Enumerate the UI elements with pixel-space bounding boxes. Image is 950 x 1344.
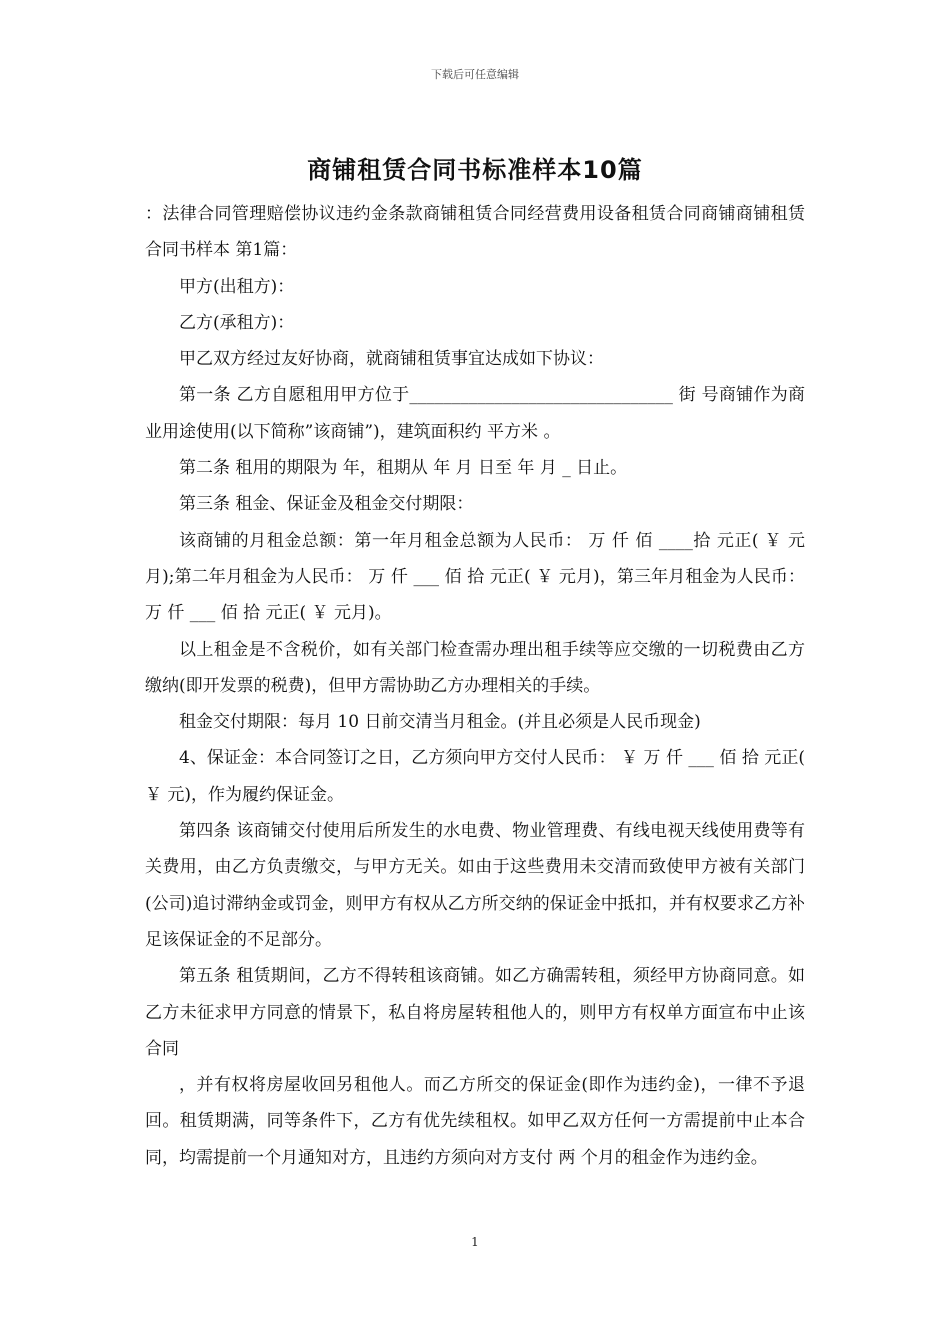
paragraph: 甲方(出租方)： [179, 276, 295, 297]
paragraph: 甲乙双方经过友好协商，就商铺租赁事宜达成如下协议： [179, 349, 604, 370]
paragraph: 乙方(承租方)： [179, 312, 295, 333]
paragraph: 第二条 租用的期限为 年，租期从 年 月 日至 年 月 _ 日止。 [179, 458, 628, 479]
paragraph: 第五条 租赁期间，乙方不得转租该商铺。如乙方确需转租，须经甲方协商同意。如乙方未征求甲方同意的情景下，私自将房屋转租他人的，则甲方有权单方面宣布中止该合同 [145, 966, 805, 1059]
document-title: 商铺租赁合同书标准样本10篇 [307, 156, 643, 184]
paragraph: ：法律合同管理赔偿协议违约金条款商铺租赁合同经营费用设备租赁合同商铺商铺租赁合同书样本 第1篇： [145, 204, 805, 261]
paragraph: 第四条 该商铺交付使用后所发生的水电费、物业管理费、有线电视天线使用费等有关费用，由乙方负责缴交，与甲方无关。如由于这些费用未交清而致使甲方被有关部门(公司)追讨滞纳金或罚金，则甲方有权从乙方所交纳的保证金中抵扣，并有权要求乙方补足该保证金的不足部分。 [145, 821, 805, 950]
paragraph: 租金交付期限：每月 10 日前交清当月租金。(并且必须是人民币现金) [179, 712, 701, 733]
page-number: 1 [471, 1235, 479, 1249]
paragraph: 4、保证金：本合同签订之日，乙方须向甲方交付人民币： ￥ 万 仟 ___ 佰 拾 元正( ￥ 元)，作为履约保证金。 [145, 748, 805, 805]
paragraph: 该商铺的月租金总额：第一年月租金总额为人民币： 万 仟 佰 ____拾 元正( ￥ 元月);第二年月租金为人民币： 万 仟 ___ 佰 拾 元正( ￥ 元月)，第三年月租金为人民币： 万 仟 ___ 佰 拾 元正( ￥ 元月)。 [145, 530, 805, 624]
paragraph: 以上租金是不含税价，如有关部门检查需办理出租手续等应交缴的一切税费由乙方缴纳(即开发票的税费)，但甲方需协助乙方办理相关的手续。 [145, 639, 805, 696]
document-body [145, 196, 805, 1176]
header-note: 下载后可任意编辑 [431, 68, 519, 81]
paragraph: 第一条 乙方自愿租用甲方位于_______________________________ 街 号商铺作为商业用途使用(以下简称”该商铺”)，建筑面积约 平方米 。 [145, 385, 805, 442]
paragraph: ，并有权将房屋收回另租他人。而乙方所交的保证金(即作为违约金)，一律不予退回。租赁期满，同等条件下，乙方有优先续租权。如甲乙双方任何一方需提前中止本合同，均需提前一个月通知对方，且违约方须向对方支付 两 个月的租金作为违约金。 [145, 1075, 805, 1168]
paragraph: 第三条 租金、保证金及租金交付期限： [179, 494, 474, 515]
